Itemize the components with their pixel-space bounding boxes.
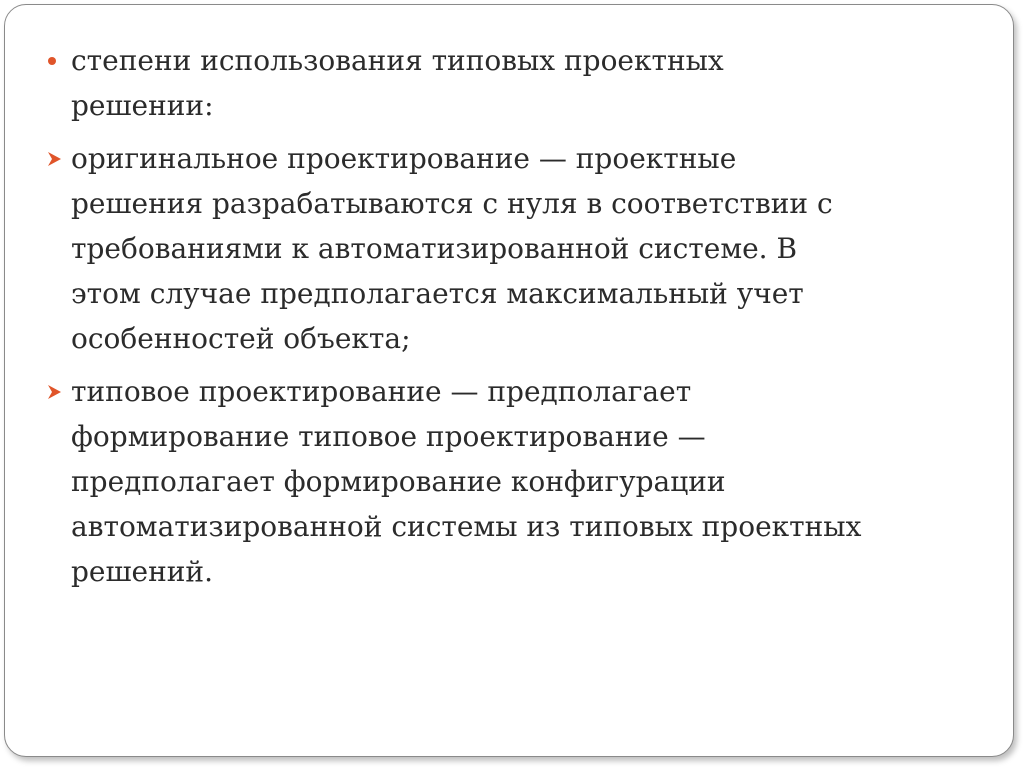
item-line: этом случае предполагается максимальный учет <box>71 277 804 310</box>
item-line: предполагает формирование конфигурации <box>71 465 726 498</box>
item-line: решении: <box>71 89 214 122</box>
arrow-bullet-icon <box>45 136 65 181</box>
slide-frame <box>4 4 1014 757</box>
bullet-dot-icon <box>45 38 65 83</box>
item-line: автоматизированной системы из типовых проектных <box>71 510 862 543</box>
list-item-original-design <box>45 136 1005 361</box>
item-line: формирование типовое проектирование — <box>71 420 706 453</box>
list-item-typical-design <box>45 369 1005 594</box>
arrow-bullet-icon <box>45 369 65 414</box>
arrow-shape <box>46 151 62 167</box>
item-line: оригинальное проектирование — проектные <box>71 142 737 175</box>
item-line: особенностей объекта; <box>71 322 411 355</box>
dot-shape <box>48 57 56 65</box>
item-line: решений. <box>71 555 213 588</box>
slide-content <box>45 38 1005 602</box>
arrow-shape <box>46 384 62 400</box>
list-item-usage-degree <box>45 38 1005 128</box>
item-line: типовое проектирование — предполагает <box>71 375 692 408</box>
item-line: степени использования типовых проектных <box>71 44 724 77</box>
item-line: требованиями к автоматизированной системе. В <box>71 232 798 265</box>
item-line: решения разрабатываются с нуля в соответствии с <box>71 187 833 220</box>
